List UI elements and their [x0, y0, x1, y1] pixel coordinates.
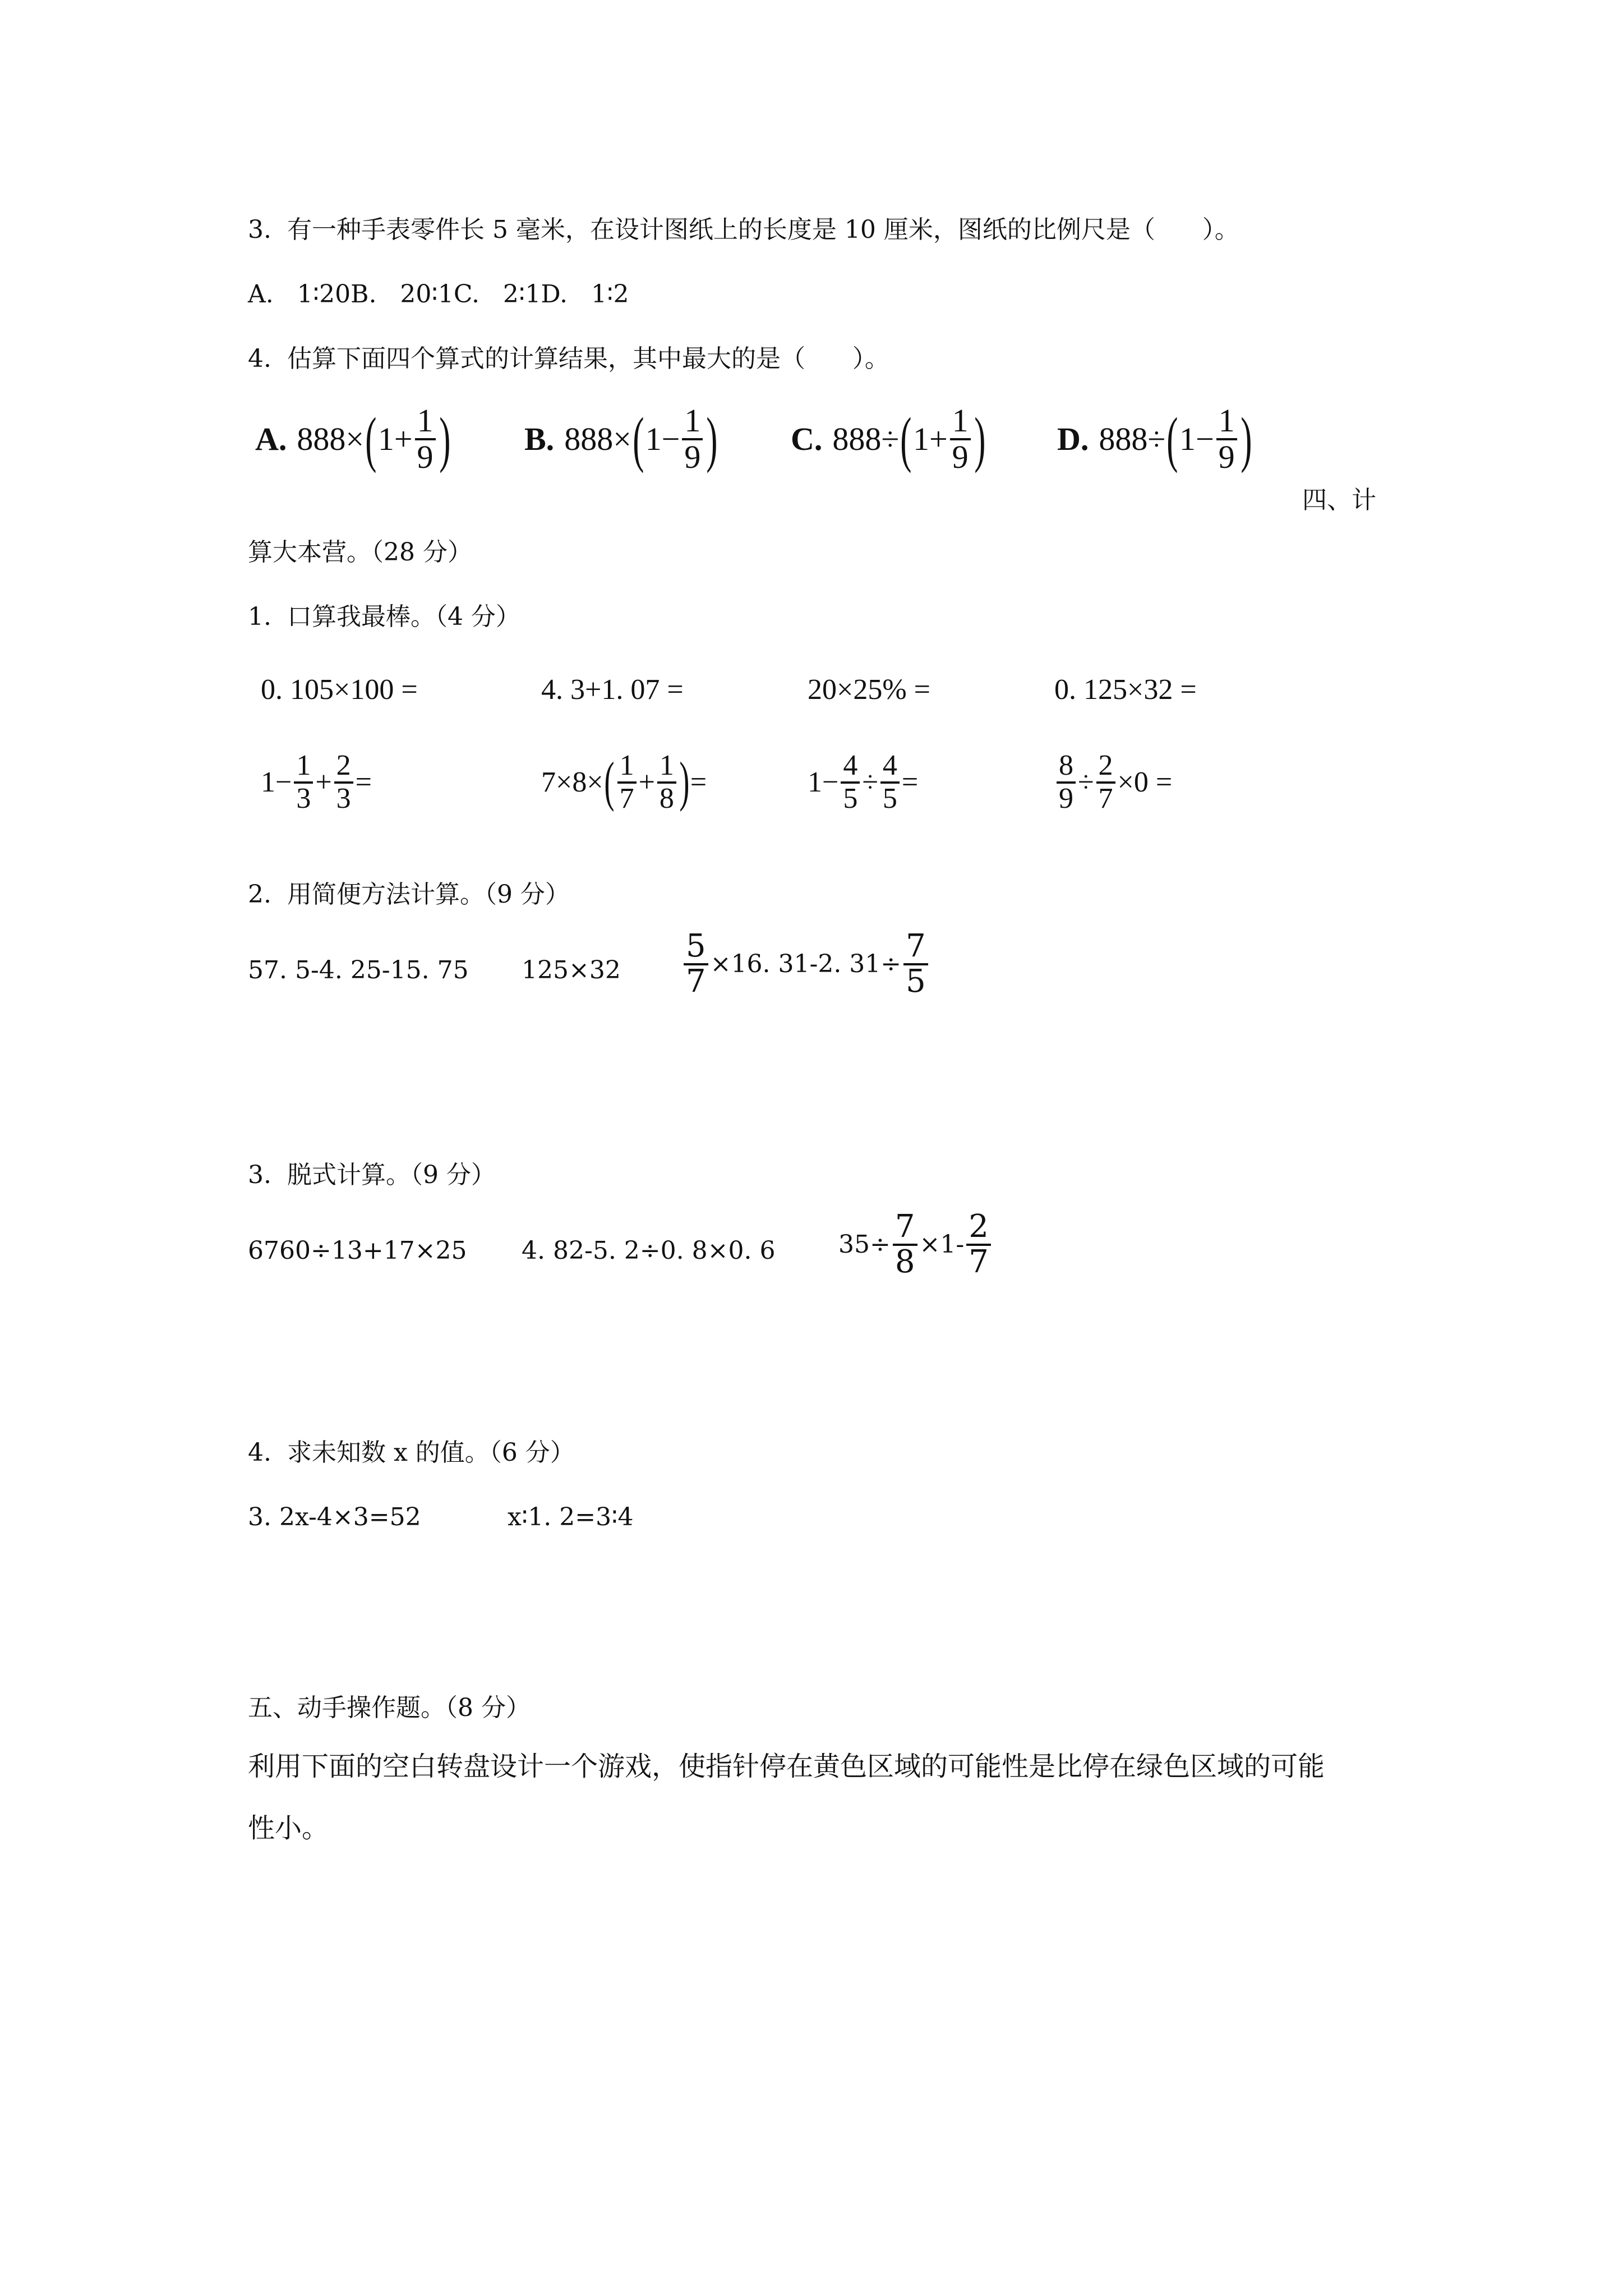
fraction: $\frac{1}{9}$ — [415, 404, 436, 475]
oral-expr-6: 7×8× ( $\frac{1}{7}$ + $\frac{1}{8}$ ) = — [541, 749, 707, 815]
oral-expr-8: $\frac{8}{9}$ ÷ $\frac{2}{7}$ ×0 = — [1054, 751, 1172, 814]
section-5-title: 五、动手操作题。（8 分） — [248, 1694, 531, 1722]
oral-expr-3: 20×25% = — [808, 674, 930, 706]
question-3-options: A. 1∶20B. 20∶1C. 2∶1D. 1∶2 — [248, 280, 629, 309]
option-c: C. 888÷ ( 1+ $\frac{1}{9}$ ) — [791, 402, 986, 475]
option-a: A. 888× ( 1+ $\frac{1}{9}$ ) — [255, 402, 450, 475]
option-c-base: 888÷ — [832, 421, 900, 458]
question-3-stem: 3. 有一种手表零件长 5 毫米，在设计图纸上的长度是 10 厘米，图纸的比例尺是（ ）。 — [248, 215, 1239, 244]
oral-expr-7: 1− $\frac{4}{5}$ ÷ $\frac{4}{5}$ = — [808, 749, 919, 815]
simplify-expr-2: 125×32 — [522, 956, 621, 984]
oral-expr-4: 0. 125×32 = — [1054, 674, 1197, 706]
subquestion-3-title: 3. 脱式计算。（9 分） — [248, 1161, 496, 1189]
question-4-stem: 4. 估算下面四个算式的计算结果，其中最大的是（ ）。 — [248, 344, 889, 373]
option-d-inner: 1− — [1179, 421, 1214, 458]
section-5-body-line2: 性小。 — [248, 1814, 329, 1843]
option-c-label: C. — [791, 421, 823, 458]
option-b-label: B. — [524, 421, 555, 458]
subquestion-2-title: 2. 用简便方法计算。（9 分） — [248, 880, 570, 909]
option-b-inner: 1− — [645, 421, 680, 458]
fraction: $\frac{1}{9}$ — [950, 404, 971, 475]
section-5-body-line1: 利用下面的空白转盘设计一个游戏，使指针停在黄色区域的可能性是比停在绿色区域的可能 — [248, 1752, 1325, 1782]
equation-2: x∶1. 2=3∶4 — [508, 1503, 634, 1531]
option-a-base: 888× — [297, 421, 365, 458]
option-d: D. 888÷ ( 1− $\frac{1}{9}$ ) — [1057, 402, 1252, 475]
section-4-title-part1: 四、计 — [1302, 486, 1376, 514]
stepwise-expr-1: 6760÷13+17×25 — [248, 1236, 467, 1265]
stepwise-expr-2: 4. 82-5. 2÷0. 8×0. 6 — [522, 1236, 776, 1265]
subquestion-4-title: 4. 求未知数 x 的值。（6 分） — [248, 1438, 575, 1467]
oral-expr-2: 4. 3+1. 07 = — [541, 674, 684, 706]
option-a-label: A. — [255, 421, 287, 458]
fraction: $\frac{1}{9}$ — [1216, 404, 1237, 475]
equation-1: 3. 2x-4×3=52 — [248, 1503, 421, 1531]
subquestion-1-title: 1. 口算我最棒。（4 分） — [248, 602, 520, 631]
fraction: $\frac{1}{9}$ — [682, 404, 703, 475]
section-4-title-part2: 算大本营。（28 分） — [248, 538, 472, 567]
stepwise-expr-3: 35÷ $\frac{7}{8}$ ×1- $\frac{2}{7}$ — [838, 1211, 993, 1279]
oral-expr-5: 1− $\frac{1}{3}$ + $\frac{2}{3}$ = — [261, 749, 372, 815]
option-d-base: 888÷ — [1099, 421, 1166, 458]
option-c-inner: 1+ — [912, 421, 948, 458]
option-b-base: 888× — [564, 421, 631, 458]
option-d-label: D. — [1057, 421, 1089, 458]
simplify-expr-1: 57. 5-4. 25-15. 75 — [248, 956, 469, 984]
oral-expr-1: 0. 105×100 = — [261, 674, 418, 706]
option-b: B. 888× ( 1− $\frac{1}{9}$ ) — [524, 402, 718, 475]
simplify-expr-3: $\frac{5}{7}$ ×16. 31-2. 31÷ $\frac{7}{5}$ — [681, 930, 930, 999]
option-a-inner: 1+ — [377, 421, 413, 458]
